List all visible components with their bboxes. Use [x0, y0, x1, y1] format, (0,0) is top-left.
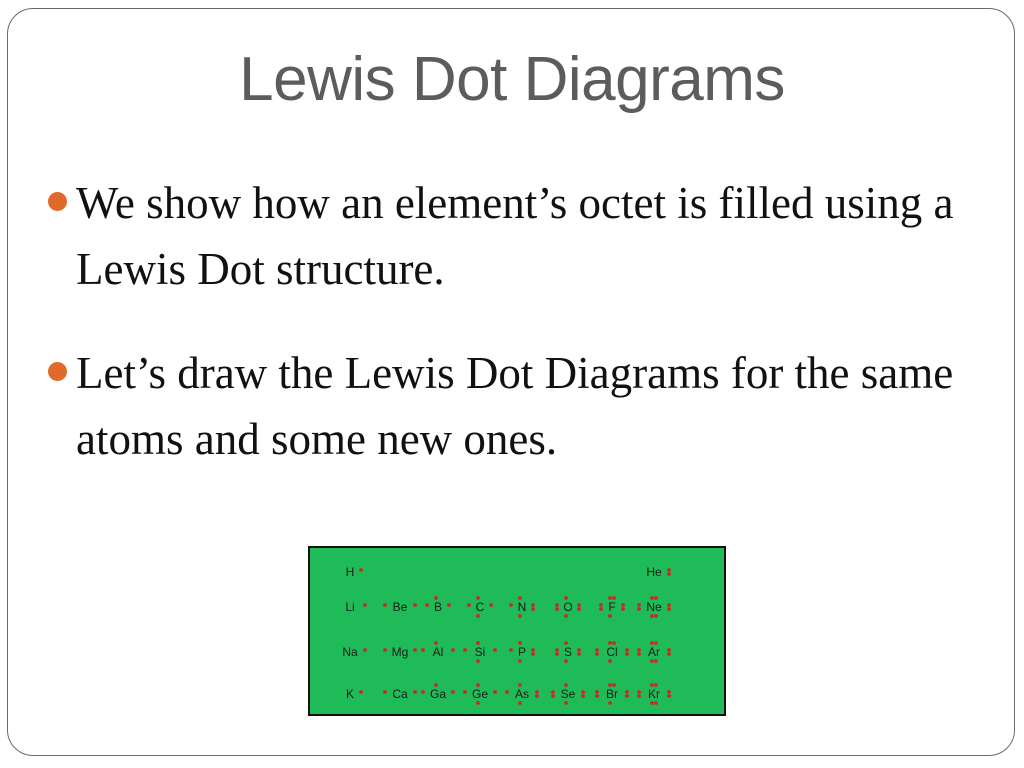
electron-dot: [654, 641, 658, 645]
element-symbol: S: [563, 645, 573, 659]
element-na: [342, 645, 367, 659]
electron-dot: [531, 652, 535, 656]
electron-dot: [595, 648, 599, 652]
element-n: [509, 596, 535, 618]
element-he: [646, 565, 671, 579]
element-br: [595, 683, 629, 705]
element-b: [425, 596, 451, 614]
electron-dot: [654, 683, 658, 687]
element-symbol: N: [517, 600, 527, 614]
element-ca: [383, 687, 417, 701]
electron-dot: [564, 641, 568, 645]
electron-dot: [518, 659, 522, 663]
electron-dot: [650, 641, 654, 645]
element-c: [467, 596, 493, 618]
electron-dot: [363, 648, 367, 652]
electron-dot: [425, 603, 429, 607]
electron-dot: [637, 690, 641, 694]
electron-dot: [608, 596, 612, 600]
electron-dot: [650, 596, 654, 600]
electron-dot: [476, 641, 480, 645]
electron-dot: [359, 568, 363, 572]
electron-dot: [447, 603, 451, 607]
electron-dot: [476, 596, 480, 600]
element-symbol: K: [345, 687, 355, 701]
electron-dot: [555, 648, 559, 652]
element-ar: [637, 641, 671, 663]
electron-dot: [467, 603, 471, 607]
electron-dot: [493, 648, 497, 652]
element-o: [555, 596, 581, 618]
element-li: [345, 600, 367, 614]
element-kr: [637, 683, 671, 705]
electron-dot: [650, 701, 654, 705]
element-symbol: F: [608, 600, 616, 614]
electron-dot: [421, 648, 425, 652]
element-symbol: Ar: [648, 645, 660, 659]
electron-dot: [608, 683, 612, 687]
element-symbol: O: [563, 600, 573, 614]
electron-dot: [667, 607, 671, 611]
electron-dot: [413, 648, 417, 652]
electron-dot: [612, 641, 616, 645]
electron-dot: [650, 659, 654, 663]
element-ga: [421, 683, 455, 701]
electron-dot: [476, 683, 480, 687]
electron-dot: [564, 659, 568, 663]
electron-dot: [608, 614, 612, 618]
element-symbol: P: [517, 645, 527, 659]
element-symbol: Ca: [392, 687, 408, 701]
bullet-item: [48, 170, 968, 302]
bullet-text: Let’s draw the Lewis Dot Diagrams for the same atoms and some new ones.: [76, 348, 954, 464]
electron-dot: [518, 683, 522, 687]
bullet-list: [48, 170, 968, 510]
element-symbol: Li: [345, 600, 355, 614]
element-f: [599, 596, 625, 618]
electron-dot: [637, 648, 641, 652]
element-symbol: Br: [606, 687, 618, 701]
electron-dot: [535, 690, 539, 694]
electron-dot: [654, 596, 658, 600]
element-symbol: Mg: [391, 645, 409, 659]
electron-dot: [518, 701, 522, 705]
element-symbol: Ga: [429, 687, 447, 701]
electron-dot: [476, 701, 480, 705]
electron-dot: [509, 648, 513, 652]
electron-dot: [667, 603, 671, 607]
electron-dot: [577, 607, 581, 611]
electron-dot: [625, 690, 629, 694]
electron-dot: [637, 694, 641, 698]
electron-dot: [434, 596, 438, 600]
electron-dot: [625, 652, 629, 656]
electron-dot: [434, 641, 438, 645]
bullet-dot-icon: [48, 362, 67, 381]
electron-dot: [654, 659, 658, 663]
electron-dot: [654, 614, 658, 618]
electron-dot: [577, 652, 581, 656]
electron-dot: [451, 648, 455, 652]
electron-dot: [489, 603, 493, 607]
electron-dot: [650, 683, 654, 687]
electron-dot: [359, 690, 363, 694]
electron-dot: [595, 652, 599, 656]
electron-dot: [599, 607, 603, 611]
electron-dot: [518, 641, 522, 645]
electron-dot: [650, 614, 654, 618]
electron-dot: [518, 596, 522, 600]
element-si: [463, 641, 497, 663]
slide-title: Lewis Dot Diagrams: [239, 45, 785, 114]
lewis-dot-table-figure: [308, 546, 726, 716]
element-s: [555, 641, 581, 663]
element-symbol: Se: [560, 687, 576, 701]
electron-dot: [493, 690, 497, 694]
electron-dot: [476, 614, 480, 618]
electron-dot: [434, 683, 438, 687]
electron-dot: [625, 648, 629, 652]
element-symbol: Ne: [646, 600, 662, 614]
electron-dot: [551, 694, 555, 698]
element-symbol: Al: [432, 645, 444, 659]
lewis-dot-table-svg: [310, 548, 724, 714]
element-symbol: Cl: [606, 645, 618, 659]
bullet-dot-icon: [48, 192, 67, 211]
electron-dot: [625, 694, 629, 698]
element-symbol: H: [345, 565, 355, 579]
electron-dot: [555, 603, 559, 607]
electron-dot: [363, 603, 367, 607]
electron-dot: [555, 652, 559, 656]
electron-dot: [577, 603, 581, 607]
electron-dot: [413, 690, 417, 694]
electron-dot: [383, 648, 387, 652]
electron-dot: [667, 690, 671, 694]
element-al: [421, 641, 455, 659]
electron-dot: [555, 607, 559, 611]
electron-dot: [476, 659, 480, 663]
electron-dot: [595, 694, 599, 698]
element-symbol: He: [646, 565, 662, 579]
electron-dot: [637, 603, 641, 607]
element-se: [551, 683, 585, 705]
element-ne: [637, 596, 671, 618]
electron-dot: [608, 701, 612, 705]
element-ge: [463, 683, 497, 705]
electron-dot: [654, 701, 658, 705]
electron-dot: [564, 614, 568, 618]
electron-dot: [463, 648, 467, 652]
electron-dot: [637, 652, 641, 656]
electron-dot: [551, 690, 555, 694]
element-symbol: B: [433, 600, 443, 614]
electron-dot: [531, 648, 535, 652]
electron-dot: [463, 690, 467, 694]
element-symbol: Be: [392, 600, 408, 614]
electron-dot: [621, 603, 625, 607]
element-cl: [595, 641, 629, 663]
electron-dot: [608, 641, 612, 645]
electron-dot: [637, 607, 641, 611]
electron-dot: [608, 659, 612, 663]
electron-dot: [667, 568, 671, 572]
electron-dot: [581, 694, 585, 698]
electron-dot: [564, 596, 568, 600]
electron-dot: [413, 603, 417, 607]
element-symbol: Kr: [648, 687, 660, 701]
element-k: [346, 687, 363, 701]
electron-dot: [667, 572, 671, 576]
electron-dot: [535, 694, 539, 698]
electron-dot: [505, 690, 509, 694]
electron-dot: [531, 603, 535, 607]
electron-dot: [595, 690, 599, 694]
electron-dot: [667, 694, 671, 698]
bullet-text: We show how an element’s octet is filled using a Lewis Dot structure.: [76, 178, 954, 294]
element-symbol: As: [514, 687, 530, 701]
electron-dot: [531, 607, 535, 611]
electron-dot: [612, 596, 616, 600]
element-mg: [383, 645, 417, 659]
element-symbol: Si: [474, 645, 486, 659]
element-as: [505, 683, 539, 705]
element-symbol: C: [475, 600, 485, 614]
element-h: [346, 565, 363, 579]
element-symbol: Ge: [471, 687, 489, 701]
electron-dot: [577, 648, 581, 652]
electron-dot: [451, 690, 455, 694]
electron-dot: [621, 607, 625, 611]
electron-dot: [612, 683, 616, 687]
electron-dot: [667, 648, 671, 652]
element-symbol: Na: [342, 645, 358, 659]
electron-dot: [421, 690, 425, 694]
electron-dot: [509, 603, 513, 607]
electron-dot: [564, 683, 568, 687]
electron-dot: [383, 603, 387, 607]
bullet-item: [48, 340, 968, 472]
electron-dot: [383, 690, 387, 694]
electron-dot: [564, 701, 568, 705]
electron-dot: [667, 652, 671, 656]
electron-dot: [581, 690, 585, 694]
element-be: [383, 600, 417, 614]
electron-dot: [599, 603, 603, 607]
element-p: [509, 641, 535, 663]
electron-dot: [518, 614, 522, 618]
